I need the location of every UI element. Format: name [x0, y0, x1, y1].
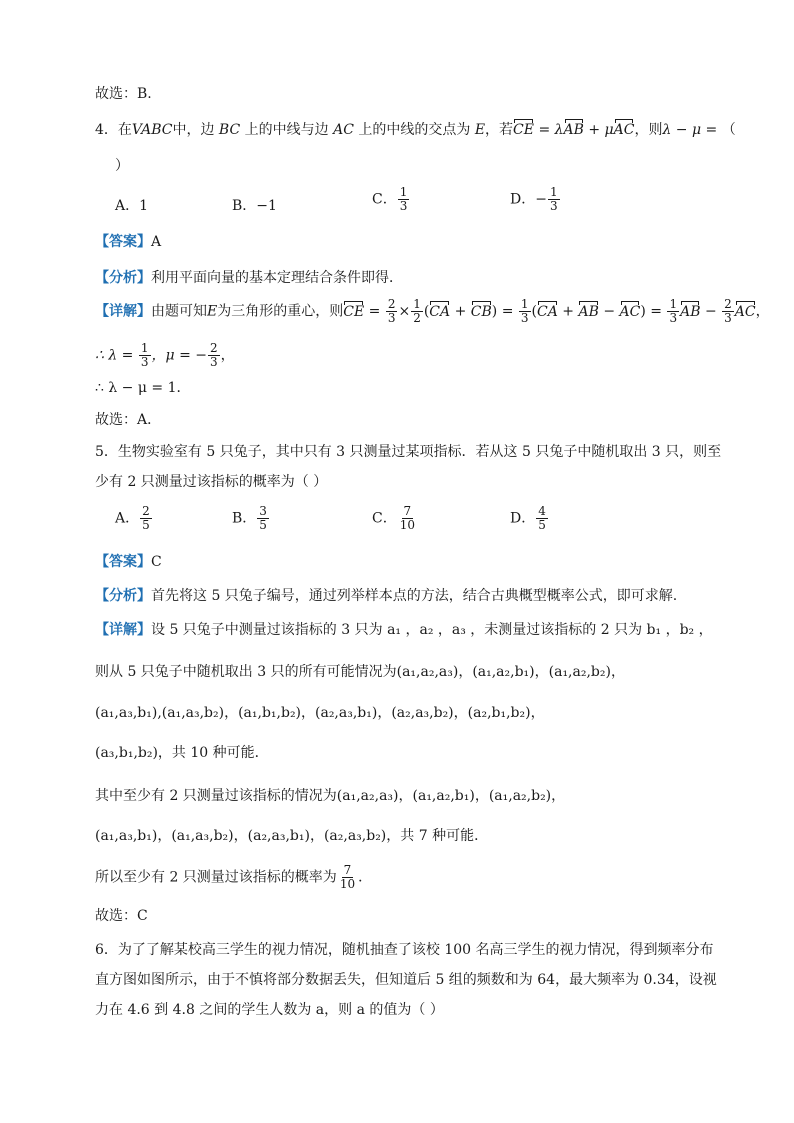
denominator: 3	[140, 355, 149, 369]
math-text: )	[491, 303, 498, 320]
text: D．−	[510, 191, 547, 208]
question-6-stem: 力在 4.6 到 4.8 之间的学生人数为 a，则 a 的值为（ ）	[95, 1002, 444, 1018]
text: 中，边	[172, 122, 215, 138]
option-a: A．1	[115, 198, 149, 214]
text: B．	[232, 510, 257, 527]
math-text: (	[531, 303, 537, 320]
text: ．	[358, 869, 373, 886]
analysis-tag: 【分析】	[95, 588, 151, 604]
numerator: 2	[209, 341, 218, 355]
math-text: E	[474, 122, 486, 138]
analysis-text: 首先将这 5 只兔子编号，通过列举样本点的方法，结合古典概型概率公式，即可求解.	[151, 588, 678, 604]
math-text: −	[704, 303, 717, 320]
answer-tag: 【答案】	[95, 554, 151, 570]
text: C．	[372, 191, 397, 208]
denominator: 5	[259, 518, 267, 532]
analysis-line	[95, 586, 677, 606]
text: 上的中线与边	[244, 122, 329, 138]
detail-line	[95, 620, 713, 640]
math-text: λ − μ	[662, 122, 702, 138]
fraction	[548, 186, 560, 213]
math-text: =	[501, 303, 514, 320]
text: 由题可知	[151, 303, 207, 320]
detail-line	[95, 342, 235, 369]
answer-value: A	[151, 234, 162, 250]
vector-ab: AB	[563, 122, 584, 138]
detail-line: ∴ λ − μ = 1．	[95, 380, 191, 396]
math-text: ∴ λ =	[95, 347, 134, 364]
detail-line: 则从 5 只兔子中随机取出 3 只的所有可能情况为(a₁,a₂,a₃)，(a₁,a₂,b₁)，(a₁,a₂,b₂)，	[95, 664, 625, 680]
answer-tag: 【答案】	[95, 234, 151, 250]
numerator: 1	[413, 297, 421, 311]
answer-line	[95, 552, 162, 572]
detail-tag: 【详解】	[95, 622, 151, 638]
question-6-stem: 6．为了了解某校高三学生的视力情况，随机抽查了该校 100 名高三学生的视力情况，得到频率分布	[95, 942, 714, 958]
detail-tag: 【详解】	[95, 303, 151, 320]
denominator: 3	[669, 311, 678, 325]
fraction	[722, 298, 734, 325]
denominator: 10	[339, 877, 356, 891]
option-c	[372, 186, 410, 213]
vector-ce: CE	[343, 303, 365, 320]
vector-ce: CE	[513, 122, 534, 138]
detail-line: 其中至少有 2 只测量过该指标的情况为(a₁,a₂,a₃)，(a₁,a₂,b₁)，(a₁,a₂,b₂)，	[95, 788, 566, 804]
math-text: =	[538, 122, 551, 138]
math-text: −	[603, 303, 616, 320]
option-d	[510, 505, 549, 532]
numerator: 1	[140, 341, 149, 355]
option-c	[372, 505, 418, 532]
denominator: 3	[387, 311, 396, 325]
text: = （	[705, 122, 736, 138]
numerator: 1	[520, 297, 529, 311]
question-4-stem	[95, 120, 736, 140]
denominator: 10	[399, 518, 415, 532]
fraction	[140, 505, 152, 532]
text: A．	[115, 510, 140, 527]
text-line: 故选：A．	[95, 412, 162, 428]
vector-ab: AB	[680, 303, 701, 320]
denominator: 2	[413, 311, 421, 325]
text: C．	[372, 510, 397, 527]
math-text: AC	[333, 122, 354, 138]
fraction	[386, 298, 398, 325]
fraction	[139, 342, 151, 369]
numerator: 7	[343, 863, 352, 877]
math-text: ，	[755, 303, 770, 320]
numerator: 1	[549, 185, 558, 199]
vector-ac: AC	[613, 122, 635, 138]
fraction	[398, 505, 417, 532]
numerator: 2	[142, 504, 150, 518]
fraction	[338, 864, 357, 891]
math-text: +	[454, 303, 467, 320]
fraction	[208, 342, 220, 369]
denominator: 5	[142, 518, 150, 532]
fraction	[257, 505, 269, 532]
detail-text: 设 5 只兔子中测量过该指标的 3 只为 a₁ ，a₂ ，a₃ ，未测量过该指标的 2 只为 b₁ ，b₂ ，	[151, 622, 713, 638]
text: 所以至少有 2 只测量过该指标的概率为	[95, 869, 337, 886]
text-line: 故选：C	[95, 908, 148, 924]
math-text: λ	[554, 122, 564, 138]
detail-line: (a₁,a₃,b₁)，(a₁,a₃,b₂)，(a₂,a₃,b₁)，(a₂,a₃,b₂)，共 7 种可能．	[95, 828, 489, 844]
numerator: 3	[259, 504, 267, 518]
question-5-stem: 5．生物实验室有 5 只兔子，其中只有 3 只测量过某项指标．若从这 5 只兔子中随机取出 3 只，则至	[95, 444, 722, 460]
option-b	[232, 505, 270, 532]
vector-ac: AC	[734, 303, 756, 320]
numerator: 2	[724, 297, 732, 311]
math-text: ，μ = −	[151, 347, 207, 364]
text: 为三角形的重心，则	[217, 303, 344, 320]
math-text: BC	[218, 122, 241, 138]
denominator: 3	[549, 199, 558, 213]
analysis-text: 利用平面向量的基本定理结合条件即得．	[151, 270, 403, 286]
answer-value: C	[151, 554, 162, 570]
math-text: ×	[398, 303, 411, 320]
vector-ca: CA	[429, 303, 451, 320]
math-text: =	[368, 303, 381, 320]
option-a	[115, 505, 153, 532]
detail-line	[95, 298, 770, 325]
text-line: ）	[115, 158, 129, 174]
math-text: )	[640, 303, 646, 320]
detail-line	[95, 864, 372, 891]
math-text: =	[650, 303, 662, 320]
text: ，	[220, 347, 235, 364]
math-text: + μ	[588, 122, 614, 138]
fraction	[398, 186, 410, 213]
text: 4．在	[95, 122, 132, 138]
text-line: 故选：B.	[95, 86, 152, 102]
numerator: 1	[399, 185, 408, 199]
text: 上的中线的交点为	[358, 122, 471, 138]
text: ，若	[485, 122, 514, 138]
text: ，则	[634, 122, 663, 138]
denominator: 3	[209, 355, 218, 369]
vector-ca: CA	[536, 303, 558, 320]
math-text: (	[423, 303, 430, 320]
math-text: E	[207, 303, 218, 320]
fraction	[536, 505, 548, 532]
fraction	[519, 298, 531, 325]
option-d	[510, 186, 561, 213]
question-6-stem: 直方图如图所示，由于不慎将部分数据丢失，但知道后 5 组的频数和为 64，最大频率为 0.34，设视	[95, 972, 717, 988]
text: D．	[510, 510, 536, 527]
vector-ac: AC	[619, 303, 641, 320]
fraction	[411, 298, 423, 325]
fraction	[667, 298, 679, 325]
math-text: +	[562, 303, 574, 320]
analysis-line	[95, 268, 403, 288]
numerator: 7	[403, 504, 412, 518]
denominator: 3	[724, 311, 732, 325]
numerator: 2	[387, 297, 396, 311]
option-b: B．−1	[232, 198, 277, 214]
vector-cb: CB	[470, 303, 492, 320]
numerator: 4	[538, 504, 546, 518]
vector-ab: AB	[578, 303, 599, 320]
denominator: 3	[520, 311, 529, 325]
denominator: 5	[538, 518, 546, 532]
detail-line: (a₃,b₁,b₂)，共 10 种可能．	[95, 745, 269, 761]
detail-line: (a₁,a₃,b₁),(a₁,a₃,b₂)，(a₁,b₁,b₂)，(a₂,a₃,b₁)，(a₂,a₃,b₂)，(a₂,b₁,b₂)，	[95, 705, 545, 721]
denominator: 3	[399, 199, 408, 213]
question-5-stem: 少有 2 只测量过该指标的概率为（ ）	[95, 474, 328, 490]
answer-line	[95, 232, 161, 252]
numerator: 1	[669, 297, 678, 311]
math-text: VABC	[131, 122, 173, 138]
analysis-tag: 【分析】	[95, 270, 151, 286]
